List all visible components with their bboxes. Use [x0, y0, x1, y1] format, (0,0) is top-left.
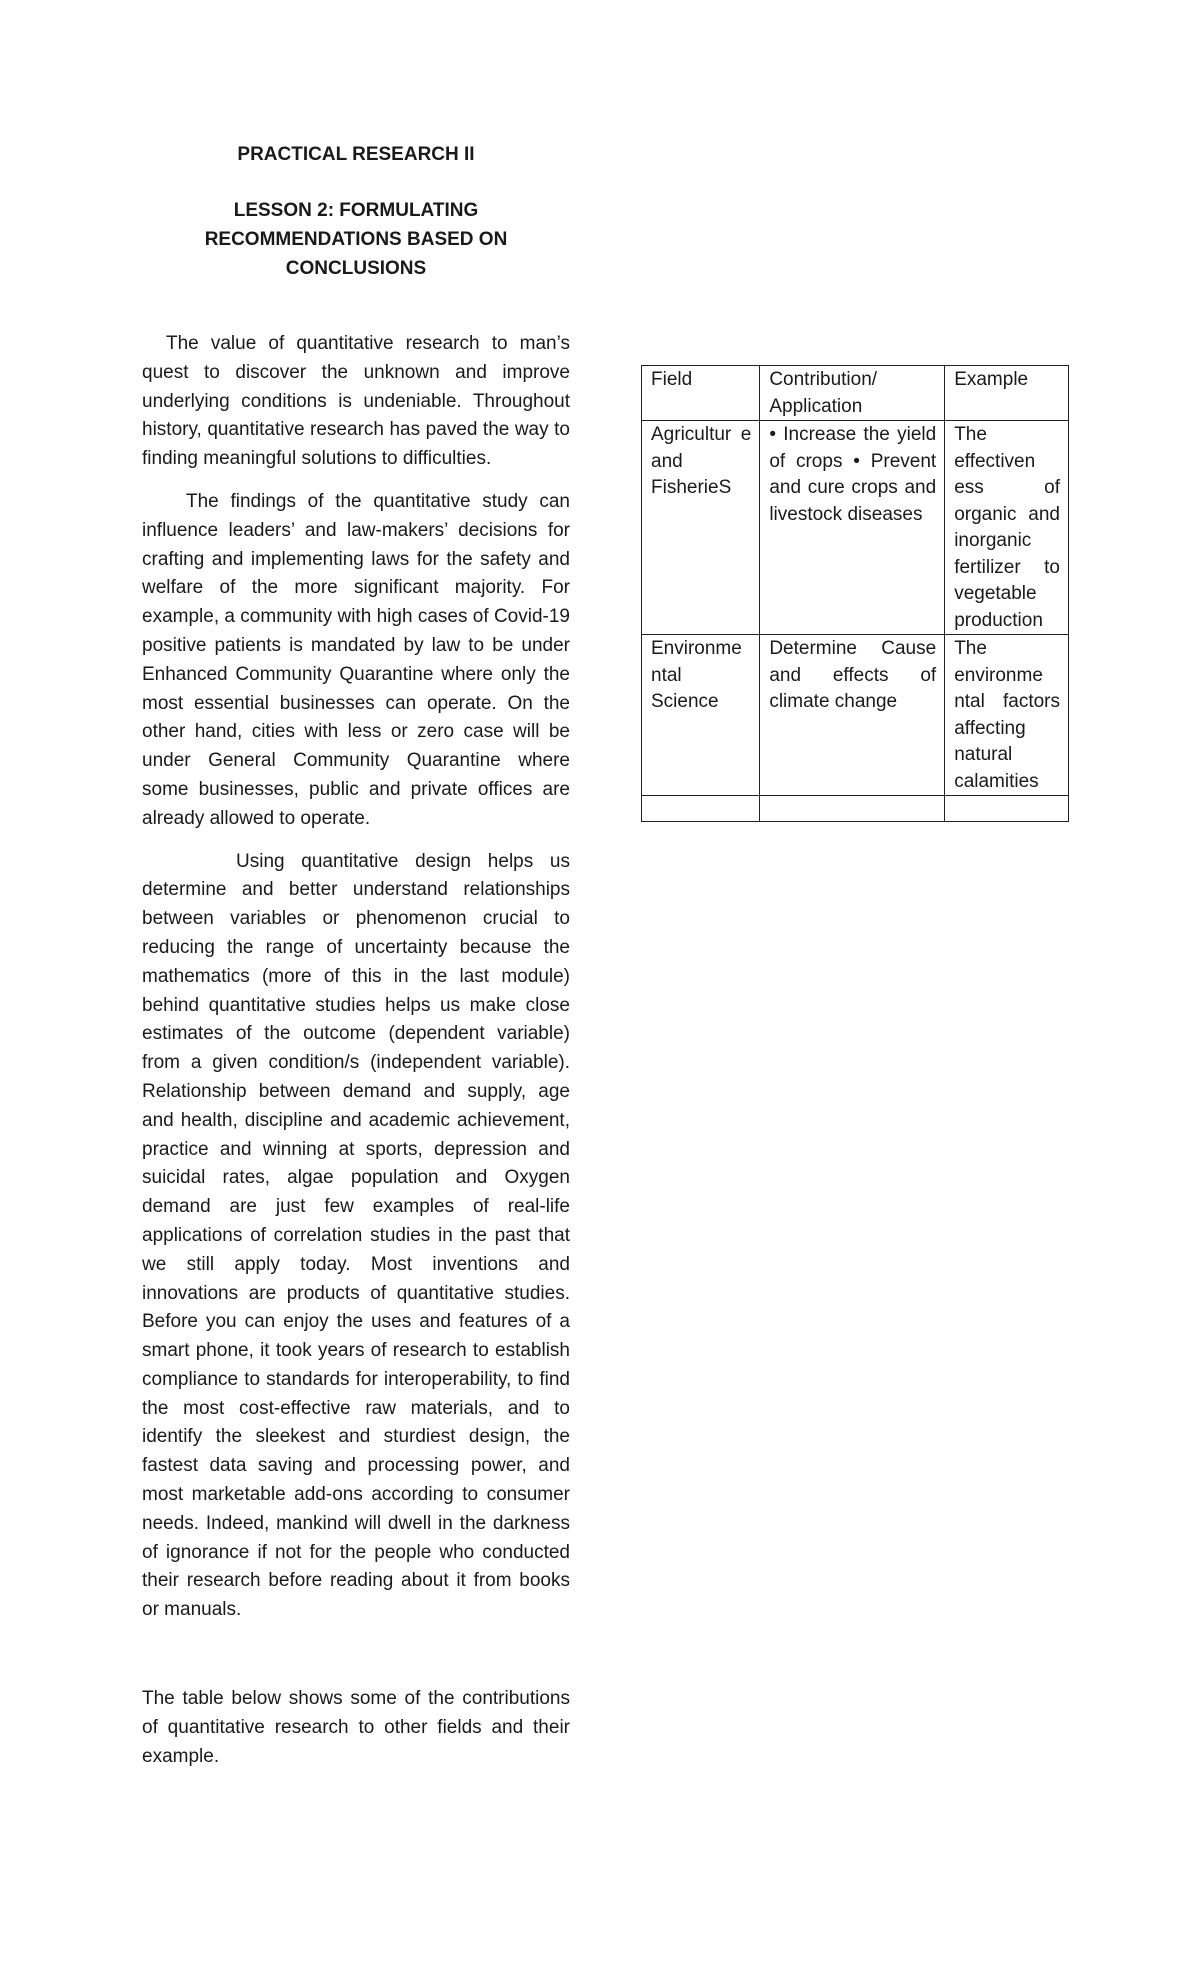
cell-example: The environme ntal factors affecting natural calamities	[945, 635, 1069, 796]
table-row	[642, 635, 1069, 796]
paragraph-table-intro: The table below shows some of the contributions of quantitative research to other fields and their example.	[142, 1688, 570, 1767]
lesson-title: LESSON 2: FORMULATING RECOMMENDATIONS BASED ON CONCLUSIONS	[204, 200, 508, 279]
cell-contribution: • Increase the yield of crops • Prevent and cure crops and livestock diseases	[760, 421, 945, 635]
title-block	[142, 140, 570, 283]
contributions-table	[641, 365, 1069, 822]
header-field: Field	[642, 366, 760, 421]
body-text	[142, 330, 570, 1785]
cell-contribution	[760, 796, 945, 822]
cell-example	[945, 796, 1069, 822]
cell-field	[642, 796, 760, 822]
table-header-row	[642, 366, 1069, 421]
table-row	[642, 421, 1069, 635]
cell-contribution: Determine Cause and effects of climate change	[760, 635, 945, 796]
cell-field: Agricultur e and FisherieS	[642, 421, 760, 635]
cell-field: Environme ntal Science	[642, 635, 760, 796]
header-contribution: Contribution/ Application	[760, 366, 945, 421]
paragraph-findings: The findings of the quantitative study can influence leaders’ and law-makers’ decisions for crafting and implementing laws for the safety and welfare of the more significant majority. For example, a community with high cases of Covid-19 positive patients is mandated by law to be under Enhanced Community Quarantine where only the most essential businesses can operate. On the other hand, cities with less or zero case will be under General Community Quarantine where some businesses, public and private offices are already allowed to operate.	[142, 490, 570, 829]
header-example: Example	[945, 366, 1069, 421]
document-title: PRACTICAL RESEARCH II	[237, 144, 475, 165]
paragraph-design: Using quantitative design helps us determine and better understand relationships between variables or phenomenon crucial to reducing the range of uncertainty because the mathematics (more of this in the last module) behind quantitative studies helps us make close estimates of the outcome (dependent variable) from a given condition/s (independent variable). Relationship between demand and supply, age and health, discipline and academic achievement, practice and winning at sports, depression and suicidal rates, algae population and Oxygen demand are just few examples of real-life applications of correlation studies in the past that we still apply today. Most inventions and innovations are products of quantitative studies. Before you can enjoy the uses and features of a smart phone, it took years of research to establish compliance to standards for interoperability, to find the most cost-effective raw materials, and to identify the sleekest and sturdiest design, the fastest data saving and processing power, and most marketable add-ons according to consumer needs. Indeed, mankind will dwell in the darkness of ignorance if not for the people who conducted their research before reading about it from books or manuals.	[142, 850, 570, 1621]
paragraph-intro: The value of quantitative research to man’s quest to discover the unknown and improve underlying conditions is undeniable. Throughout history, quantitative research has paved the way to finding meaningful solutions to difficulties.	[142, 333, 570, 470]
table-row-empty	[642, 796, 1069, 822]
cell-example: The effectiven ess of organic and inorganic fertilizer to vegetable production	[945, 421, 1069, 635]
